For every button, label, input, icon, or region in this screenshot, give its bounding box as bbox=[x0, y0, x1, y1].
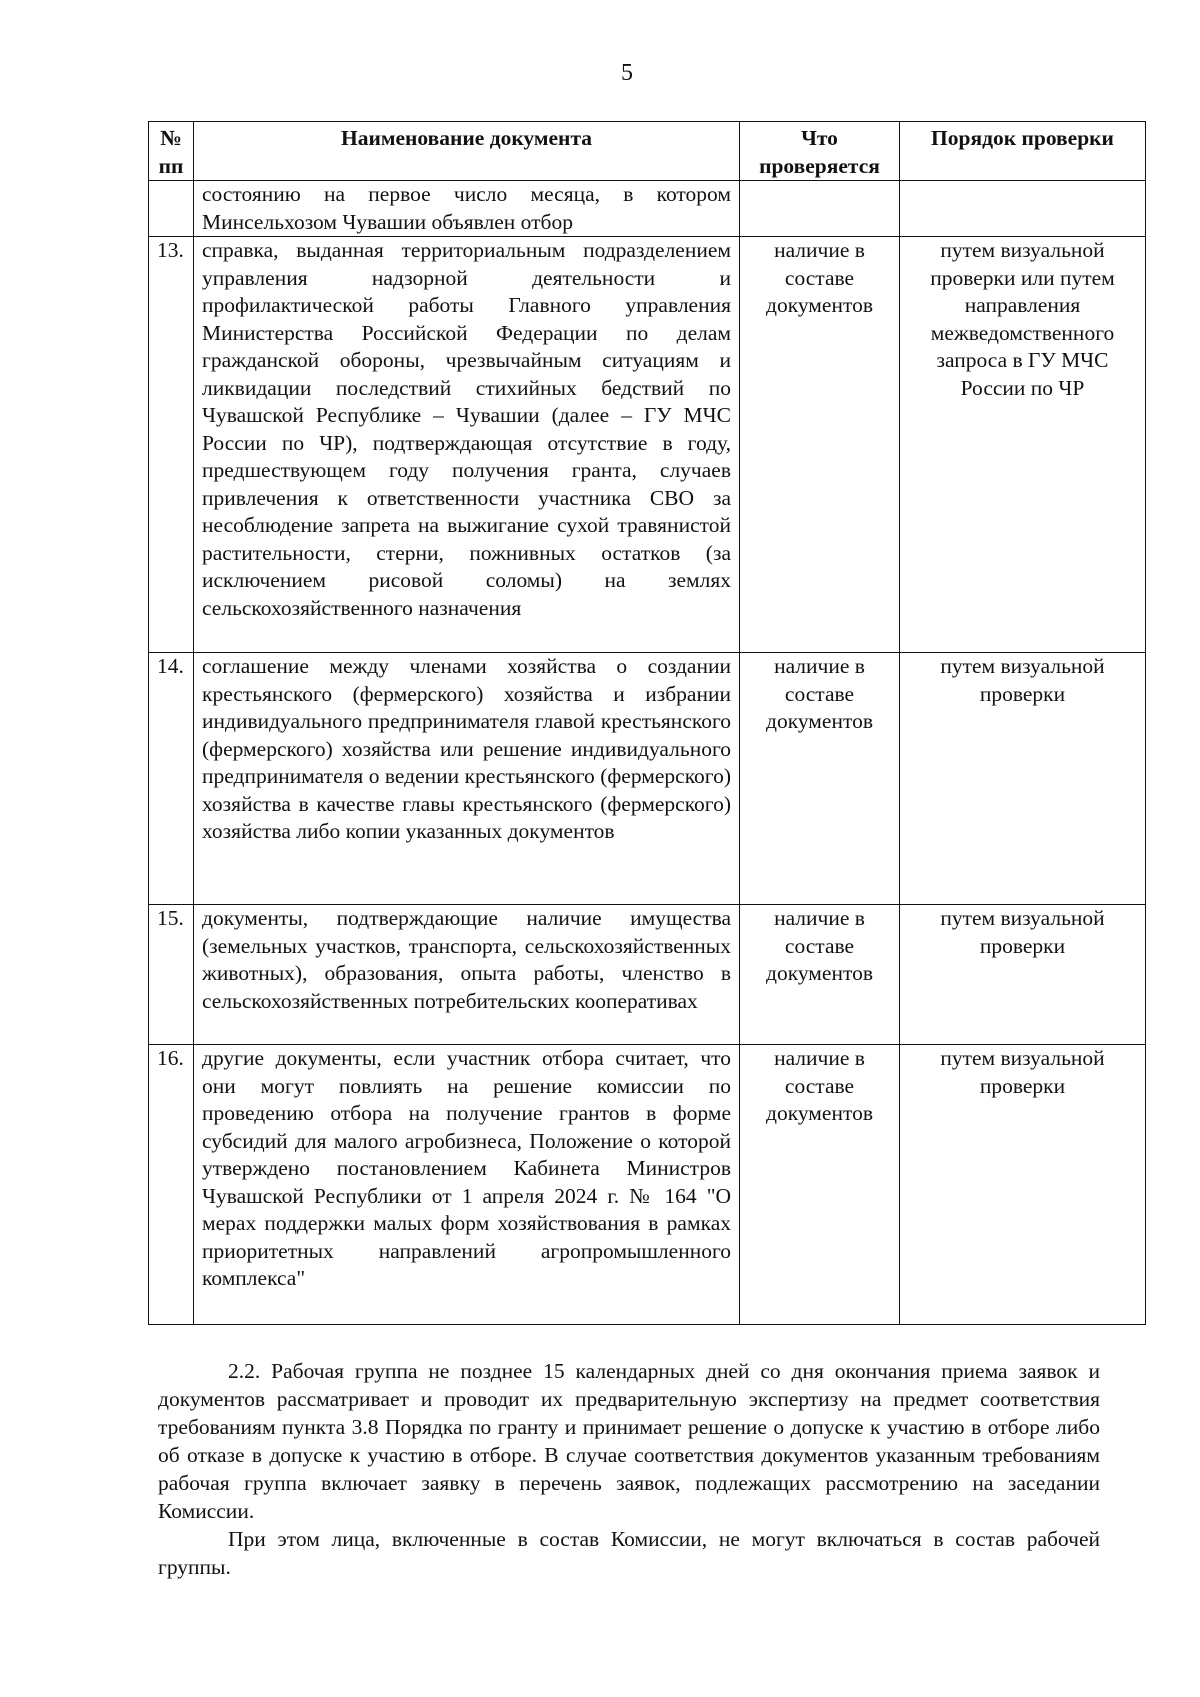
table-row bbox=[149, 905, 1146, 1045]
row-number bbox=[149, 181, 194, 237]
row-number: 15. bbox=[149, 905, 194, 1045]
row-what-checked bbox=[740, 181, 900, 237]
row-check-order: путем визуальной проверки или путем направления межведомственного запроса в ГУ МЧС России по ЧР bbox=[900, 237, 1146, 653]
header-check-order: Порядок проверки bbox=[900, 122, 1146, 181]
row-what-checked: наличие в составе документов bbox=[740, 1045, 900, 1325]
row-number: 16. bbox=[149, 1045, 194, 1325]
table-row bbox=[149, 1045, 1146, 1325]
table-row bbox=[149, 181, 1146, 237]
table-row bbox=[149, 653, 1146, 905]
table-header-row bbox=[149, 122, 1146, 181]
row-number: 14. bbox=[149, 653, 194, 905]
paragraph-commission-note: При этом лица, включенные в состав Комиссии, не могут включаться в состав рабочей группы. bbox=[158, 1527, 1100, 1579]
table-body bbox=[149, 181, 1146, 1325]
row-number: 13. bbox=[149, 237, 194, 653]
header-what-checked: Что проверяется bbox=[740, 122, 900, 181]
row-document-name: документы, подтверждающие наличие имущества (земельных участков, транспорта, сельскохозяйственных животных), образования, опыта работы, членство в сельскохозяйственных потребительских кооперативах bbox=[194, 905, 740, 1045]
row-what-checked: наличие в составе документов bbox=[740, 237, 900, 653]
row-document-name: соглашение между членами хозяйства о создании крестьянского (фермерского) хозяйства и избрании индивидуального предпринимателя главой крестьянского (фермерского) хозяйства или решение индивидуального предпринимателя о ведении крестьянского (фермерского) хозяйства в качестве главы крестьянского (фермерского) хозяйства либо копии указанных документов bbox=[194, 653, 740, 905]
row-document-name: другие документы, если участник отбора считает, что они могут повлиять на решение комиссии по проведению отбора на получение грантов в форме субсидий для малого агробизнеса, Положение о которой утверждено постановлением Кабинета Министров Чувашской Республики от 1 апреля 2024 г. № 164 "О мерах поддержки малых форм хозяйствования в рамках приоритетных направлений агропромышленного комплекса" bbox=[194, 1045, 740, 1325]
row-check-order: путем визуальной проверки bbox=[900, 905, 1146, 1045]
table-row bbox=[149, 237, 1146, 653]
row-what-checked: наличие в составе документов bbox=[740, 653, 900, 905]
row-check-order: путем визуальной проверки bbox=[900, 653, 1146, 905]
page-number: 5 bbox=[621, 60, 633, 86]
header-document-name: Наименование документа bbox=[194, 122, 740, 181]
row-check-order: путем визуальной проверки bbox=[900, 1045, 1146, 1325]
row-document-name: справка, выданная территориальным подразделением управления надзорной деятельности и профилактической работы Главного управления Министерства Российской Федерации по делам гражданской обороны, чрезвычайным ситуациям и ликвидации последствий стихийных бедствий по Чувашской Республике – Чувашии (далее – ГУ МЧС России по ЧР), подтверждающая отсутствие в году, предшествующем году получения гранта, случаев привлечения к ответственности участника СВО за несоблюдение запрета на выжигание сухой травянистой растительности, стерни, пожнивных остатков (за исключением рисовой соломы) на землях сельскохозяйственного назначения bbox=[194, 237, 740, 653]
table-header bbox=[149, 122, 1146, 181]
header-number: № пп bbox=[149, 122, 194, 181]
row-document-name: состоянию на первое число месяца, в котором Минсельхозом Чувашии объявлен отбор bbox=[194, 181, 740, 237]
documents-table bbox=[148, 121, 1146, 1325]
row-what-checked: наличие в составе документов bbox=[740, 905, 900, 1045]
paragraph-2-2: 2.2. Рабочая группа не позднее 15 календарных дней со дня окончания приема заявок и документов рассматривает и проводит их предварительную экспертизу на предмет соответствия требованиям пункта 3.8 Порядка по гранту и принимает решение о допуске к участию в отборе либо об отказе в допуске к участию в отборе. В случае соответствия документов указанным требованиям рабочая группа включает заявку в перечень заявок, подлежащих рассмотрению на заседании Комиссии. bbox=[158, 1359, 1100, 1523]
row-check-order bbox=[900, 181, 1146, 237]
